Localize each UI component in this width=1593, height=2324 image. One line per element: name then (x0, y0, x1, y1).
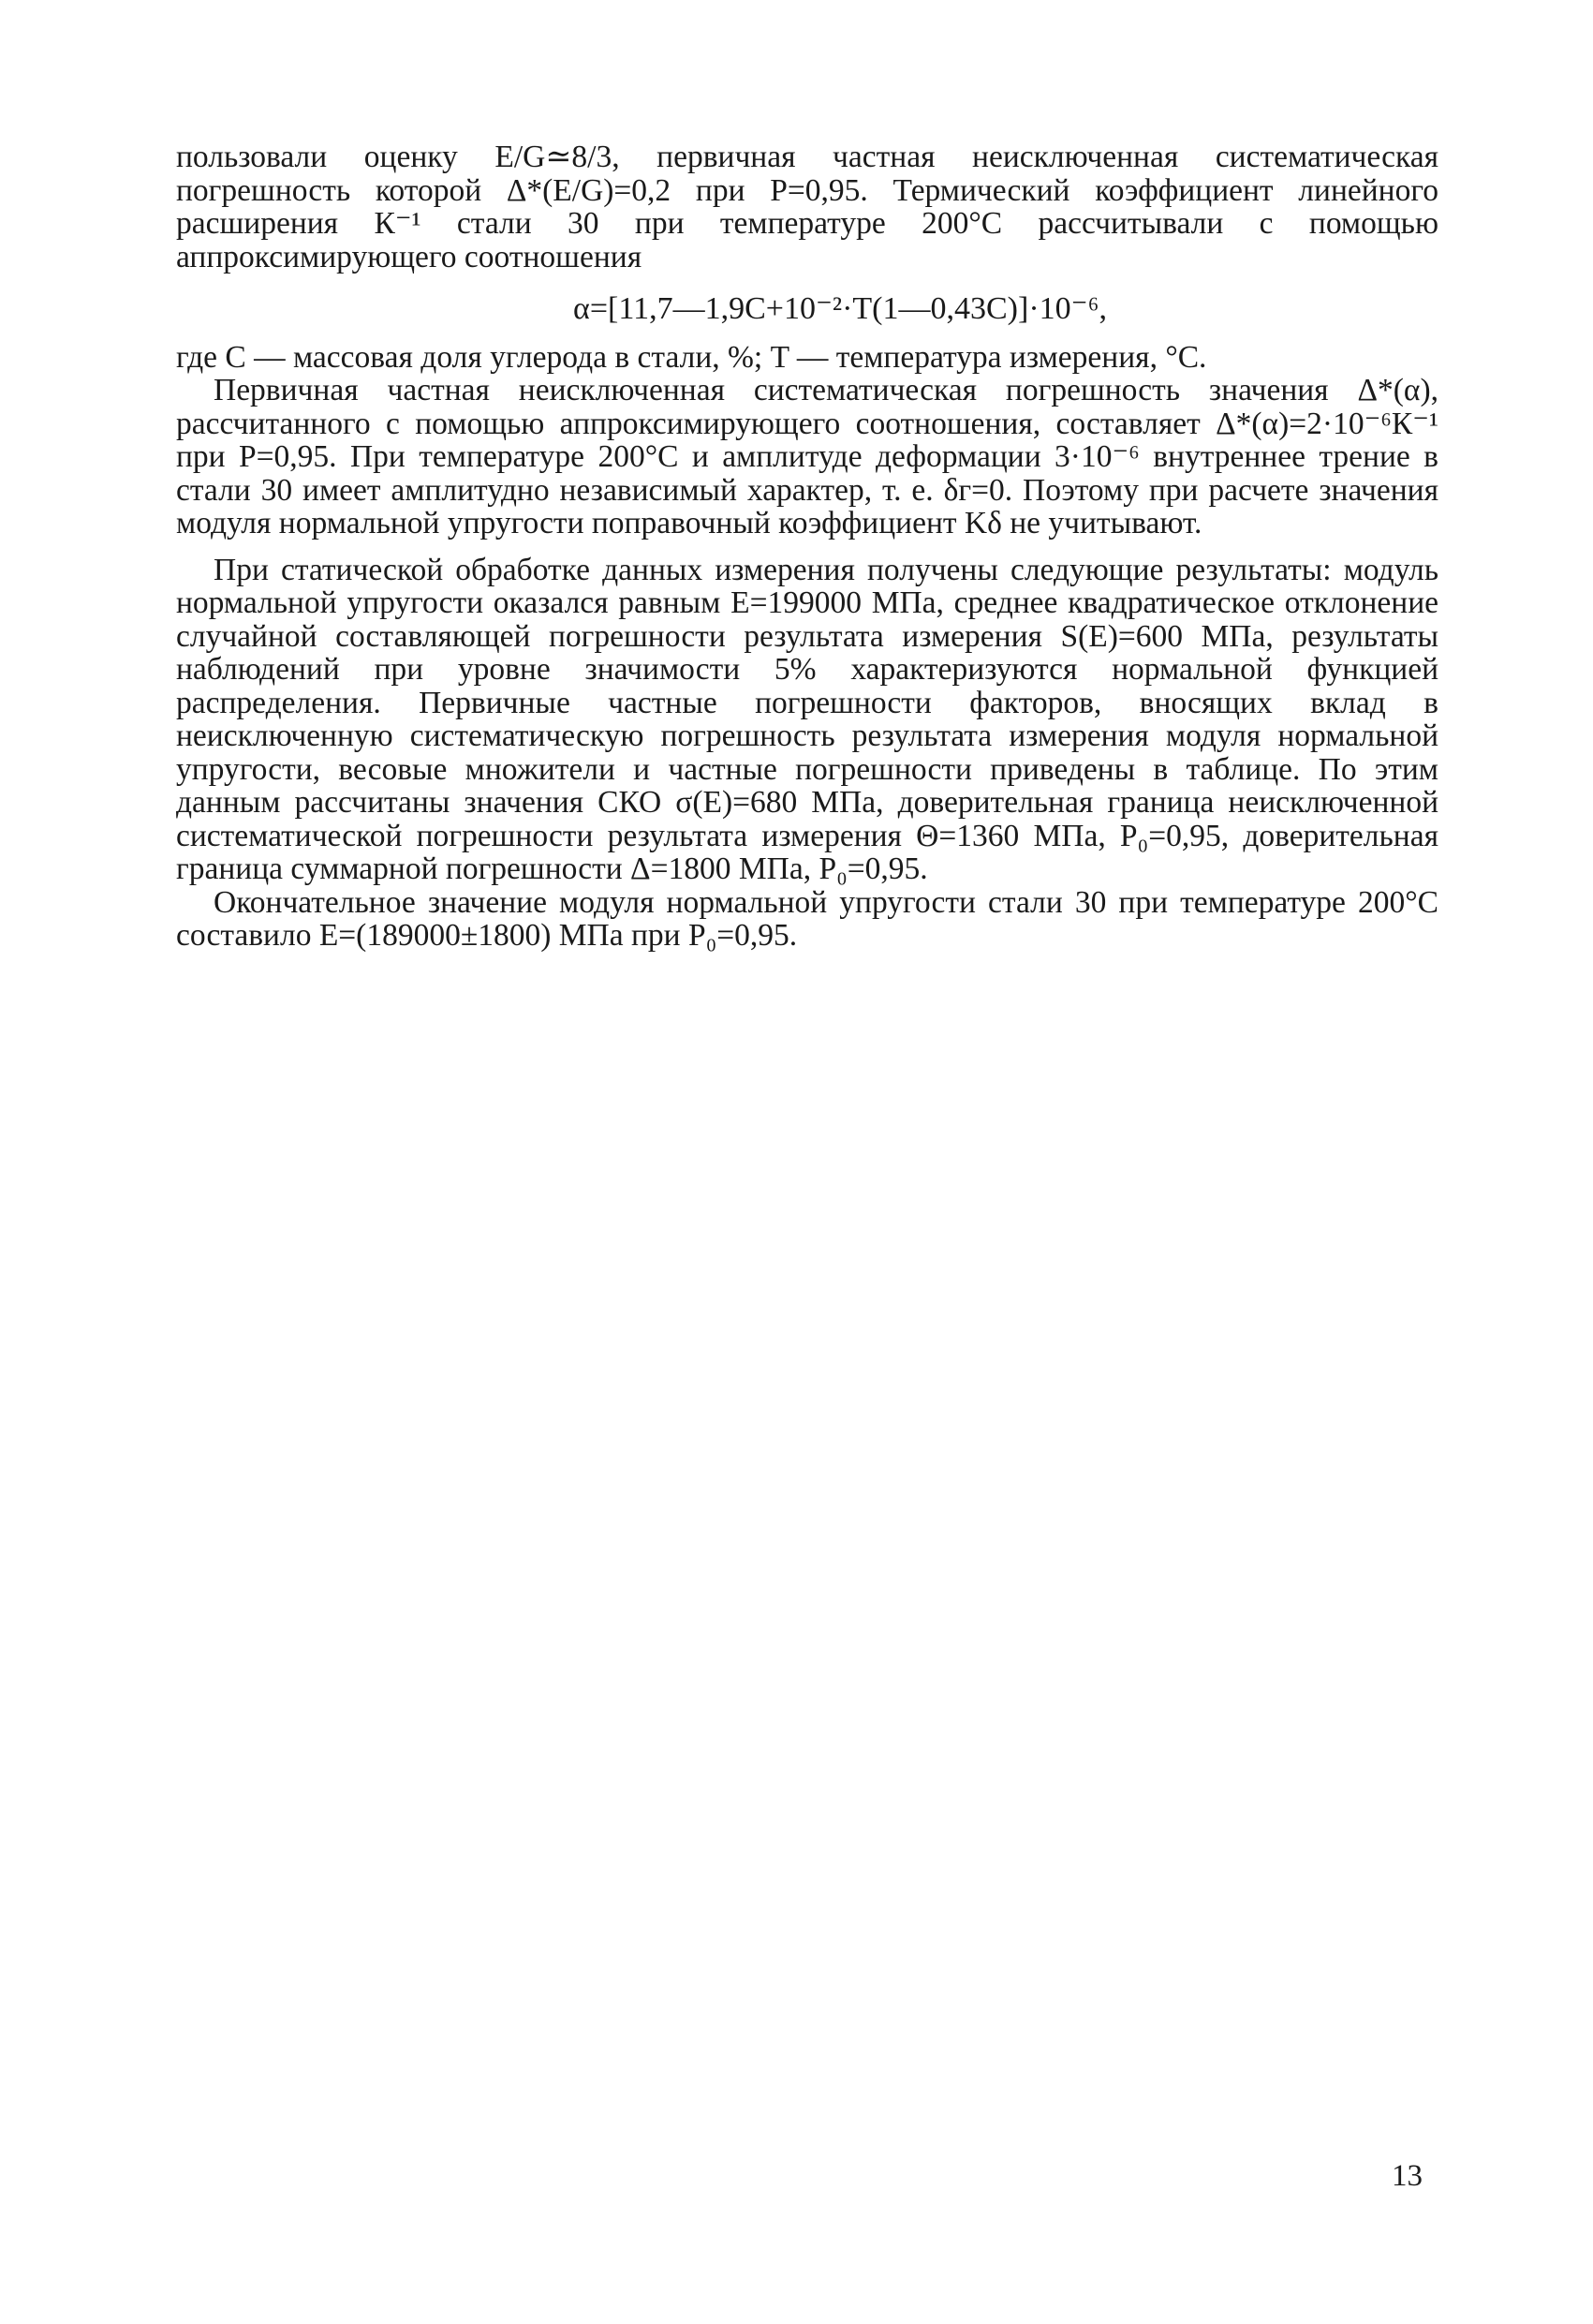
formula-alpha: α=[11,7—1,9C+10⁻²·T(1—0,43C)]·10⁻⁶, (573, 291, 1107, 326)
paragraph-5: Окончательное значение модуля нормальной упругости стали 30 при температуре 200°С составило E=(189000±1800) МПа при P₀=0,95. (176, 884, 1438, 953)
page-text (176, 141, 1438, 953)
paragraph-1: пользовали оценку E/G≃8/3, первичная частная неисключенная систематическая погрешность которой Δ*(E/G)=0,2 при P=0,95. Термический коэффициент линейного расширения К⁻¹ стали 30 при температуре 200°С рассчитывали с помощью аппроксимирующего соотношения (176, 140, 1438, 274)
paragraph-4: При статической обработке данных измерения получены следующие результаты: модуль нормальной упругости оказался равным E=199000 МПа, среднее квадратическое отклонение случайной составляющей погрешности результата измерения S(E)=600 МПа, результаты наблюдений при уровне значимости 5% характеризуются нормальной функцией распределения. Первичные частные погрешности факторов, вносящих вклад в неисключенную систематическую погрешность результата измерения модуля нормальной упругости, весовые множители и частные погрешности приведены в таблице. По этим данным рассчитаны значения СКО σ(E)=680 МПа, доверительная граница неисключенной систематической погрешности результата измерения Θ=1360 МПа, P₀=0,95, доверительная граница суммарной погрешности Δ=1800 МПа, P₀=0,95. (176, 552, 1438, 886)
paragraph-2: где C — массовая доля углерода в стали, %; T — температура измерения, °С. (176, 339, 1207, 375)
page-number: 13 (1392, 2159, 1423, 2193)
paragraph-3: Первичная частная неисключенная систематическая погрешность значения Δ*(α), рассчитанного с помощью аппроксимирующего соотношения, составляет Δ*(α)=2·10⁻⁶К⁻¹ при P=0,95. При температуре 200°С и амплитуде деформации 3·10⁻⁶ внутреннее трение в стали 30 имеет амплитудно независимый характер, т. е. δг=0. Поэтому при расчете значения модуля нормальной упругости поправочный коэффициент Kδ не учитывают. (176, 373, 1438, 540)
